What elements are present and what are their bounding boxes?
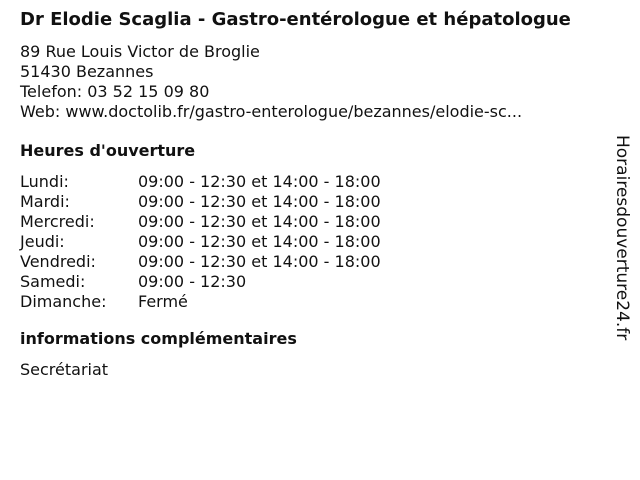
street-address: 89 Rue Louis Victor de Broglie (20, 42, 260, 61)
opening-hours-heading: Heures d'ouverture (20, 141, 196, 160)
hours-row (20, 172, 610, 192)
day-label: Vendredi: (20, 252, 96, 271)
time-value: Fermé (138, 292, 188, 311)
time-value: 09:00 - 12:30 (138, 272, 247, 291)
hours-row (20, 212, 610, 232)
hours-row (20, 232, 610, 252)
page-title: Dr Elodie Scaglia - Gastro-entérologue et hépatologue (20, 9, 571, 30)
business-card (20, 8, 610, 380)
time-value: 09:00 - 12:30 et 14:00 - 18:00 (138, 192, 381, 211)
time-value: 09:00 - 12:30 et 14:00 - 18:00 (138, 232, 381, 251)
hours-row (20, 252, 610, 272)
day-label: Mercredi: (20, 212, 95, 231)
day-label: Jeudi: (20, 232, 65, 251)
day-label: Lundi: (20, 172, 69, 191)
time-value: 09:00 - 12:30 et 14:00 - 18:00 (138, 212, 381, 231)
hours-row (20, 192, 610, 212)
opening-hours-table (20, 172, 610, 312)
additional-info-text: Secrétariat (20, 360, 109, 379)
site-watermark: Horairesdouverture24.fr (612, 135, 632, 341)
day-label: Dimanche: (20, 292, 107, 311)
city-postcode: 51430 Bezannes (20, 62, 154, 81)
day-label: Mardi: (20, 192, 70, 211)
website-link[interactable]: Web: www.doctolib.fr/gastro-enterologue/bezannes/elodie-sc... (20, 102, 523, 121)
hours-row (20, 292, 610, 312)
time-value: 09:00 - 12:30 et 14:00 - 18:00 (138, 252, 381, 271)
hours-row (20, 272, 610, 292)
phone-number: Telefon: 03 52 15 09 80 (20, 82, 210, 101)
address-block (20, 42, 610, 122)
day-label: Samedi: (20, 272, 86, 291)
additional-info-heading: informations complémentaires (20, 329, 297, 348)
time-value: 09:00 - 12:30 et 14:00 - 18:00 (138, 172, 381, 191)
